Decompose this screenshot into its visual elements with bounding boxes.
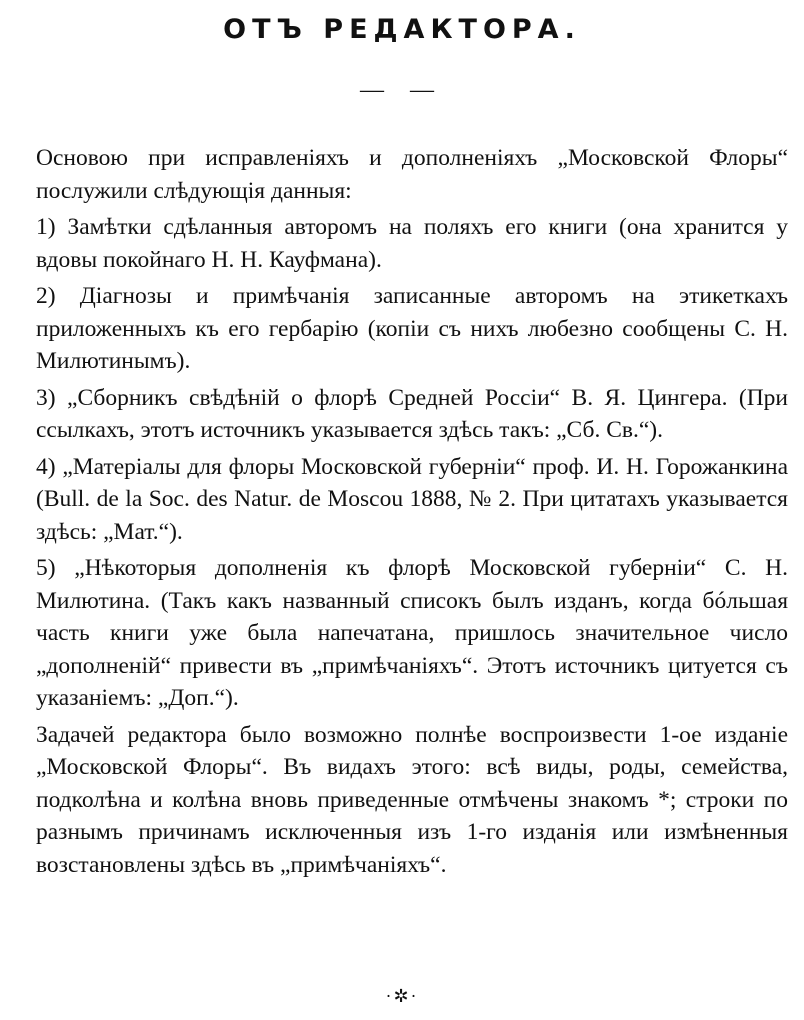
title-separator: — — (360, 77, 444, 103)
source-item-2: 2) Діагнозы и примѣчанія записанные авторомъ на этикеткахъ приложенныхъ къ его гербарію (копіи съ нихъ любезно сообщены С. Н. Милютинымъ). (36, 283, 788, 374)
page-title: ОТЪ РЕДАКТОРА. (223, 14, 581, 45)
source-item-4: 4) „Матеріалы для флоры Московской губерніи“ проф. И. Н. Горожанкина (Bull. de la Soc. des Natur. de Moscou 1888, № 2. При цитатахъ указывается здѣсь: „Мат.“). (36, 453, 788, 545)
end-ornament: ·✲· (385, 986, 419, 1006)
source-item-5: 5) „Нѣкоторыя дополненія къ флорѣ Московской губерніи“ С. Н. Милютина. (Такъ какъ названный списокъ былъ изданъ, когда бóльшая часть книги уже была напечатана, пришлось значительное число „дополненій“ привести въ „примѣчаніяхъ“. Этотъ источникъ цитуется съ указаніемъ: „Доп.“). (36, 555, 788, 711)
editor-task-paragraph: Задачей редактора было возможно полнѣе воспроизвести 1-ое изданіе „Московской Флоры“. Въ видахъ этого: всѣ виды, роды, семейства, подколѣна и колѣна вновь приведенные отмѣчены знакомъ *; строки по разнымъ причинамъ исключенныя изъ 1-го изданія или измѣненныя возстановлены здѣсь въ „примѣчаніяхъ“. (36, 721, 788, 878)
intro-paragraph: Основою при исправленіяхъ и дополненіяхъ „Московской Флоры“ послужили слѣдующія данныя: (36, 145, 788, 204)
body-text (36, 142, 788, 885)
source-item-1: 1) Замѣтки сдѣланныя авторомъ на поляхъ его книги (она хранится у вдовы покойнаго Н. Н. Кауфмана). (36, 214, 788, 273)
source-item-3: 3) „Сборникъ свѣдѣній о флорѣ Средней Россіи“ В. Я. Цингера. (При ссылкахъ, этотъ источникъ указывается здѣсь такъ: „Сб. Св.“). (36, 384, 788, 443)
